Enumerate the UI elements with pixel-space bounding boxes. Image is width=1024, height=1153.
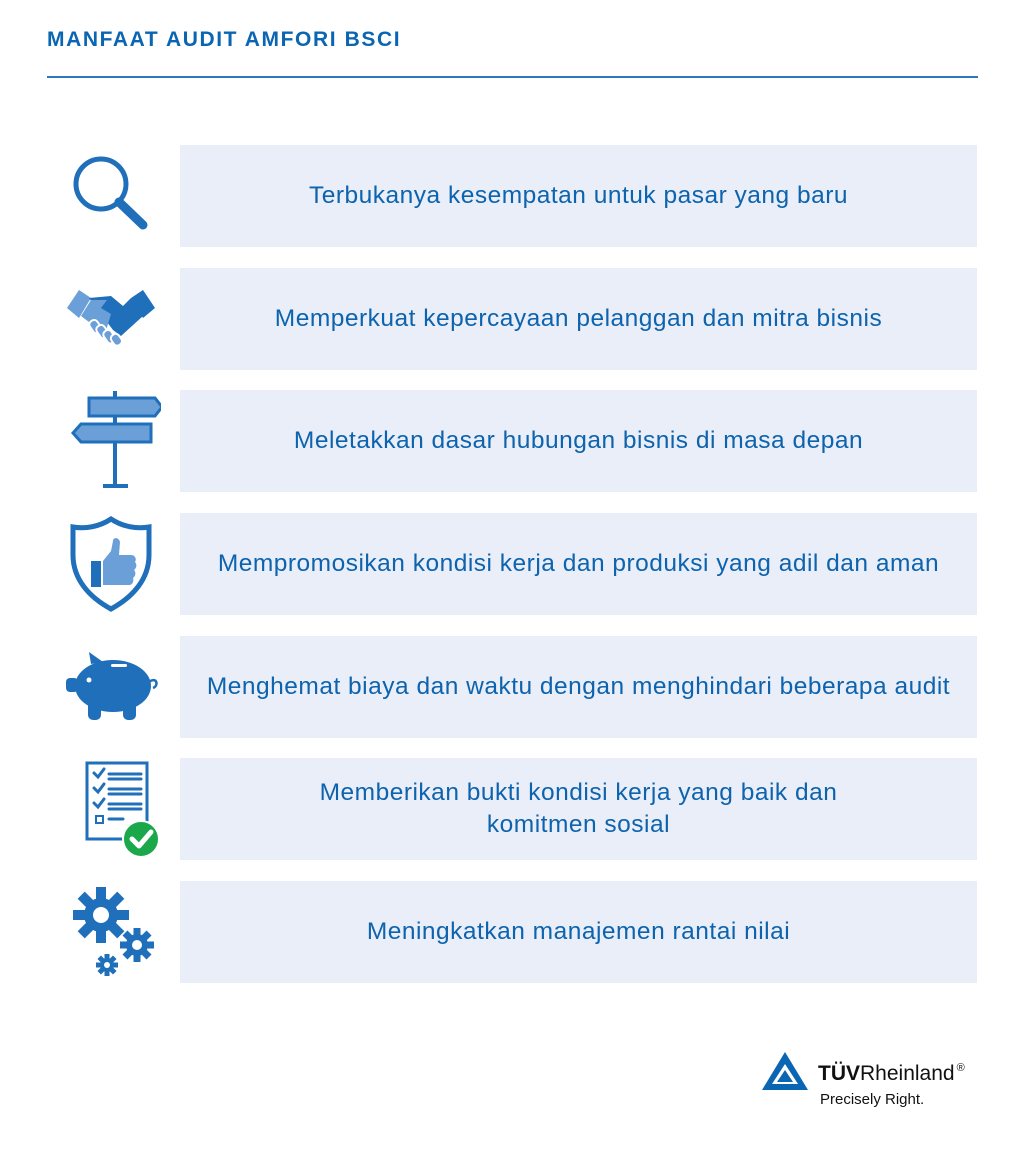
- signpost-icon: [56, 390, 166, 490]
- benefit-text: Mempromosikan kondisi kerja dan produksi yang adil dan aman: [217, 550, 940, 577]
- page-title: MANFAAT AUDIT AMFORI BSCI: [47, 28, 402, 51]
- benefit-item: [180, 636, 977, 738]
- benefit-item: [180, 513, 977, 615]
- logo-brand: TÜVRheinland ®: [818, 1062, 965, 1085]
- benefit-item: [180, 881, 977, 983]
- magnifier-icon: [56, 145, 166, 245]
- benefit-text: Memperkuat kepercayaan pelanggan dan mitra bisnis: [274, 305, 883, 332]
- benefit-text: Menghemat biaya dan waktu dengan menghindari beberapa audit: [206, 673, 951, 700]
- logo-tagline: Precisely Right.: [820, 1091, 925, 1108]
- tuv-triangle-icon: [760, 1050, 810, 1092]
- benefit-text: Meletakkan dasar hubungan bisnis di masa depan: [293, 427, 864, 454]
- shield-thumbs-up-icon: [56, 513, 166, 613]
- benefit-text: Memberikan bukti kondisi kerja yang baik dan komitmen sosial: [319, 779, 838, 838]
- benefit-item: [180, 758, 977, 860]
- tuv-rheinland-logo: [760, 1048, 1000, 1118]
- benefit-item: [180, 390, 977, 492]
- benefit-item: [180, 145, 977, 247]
- benefit-text: Meningkatkan manajemen rantai nilai: [366, 918, 791, 945]
- title-divider: [47, 76, 978, 78]
- piggy-bank-icon: [56, 636, 166, 736]
- benefit-text: Terbukanya kesempatan untuk pasar yang baru: [308, 182, 849, 209]
- gears-icon: [56, 881, 166, 981]
- benefit-item: [180, 268, 977, 370]
- checklist-approved-icon: [56, 758, 166, 858]
- handshake-icon: [56, 268, 166, 368]
